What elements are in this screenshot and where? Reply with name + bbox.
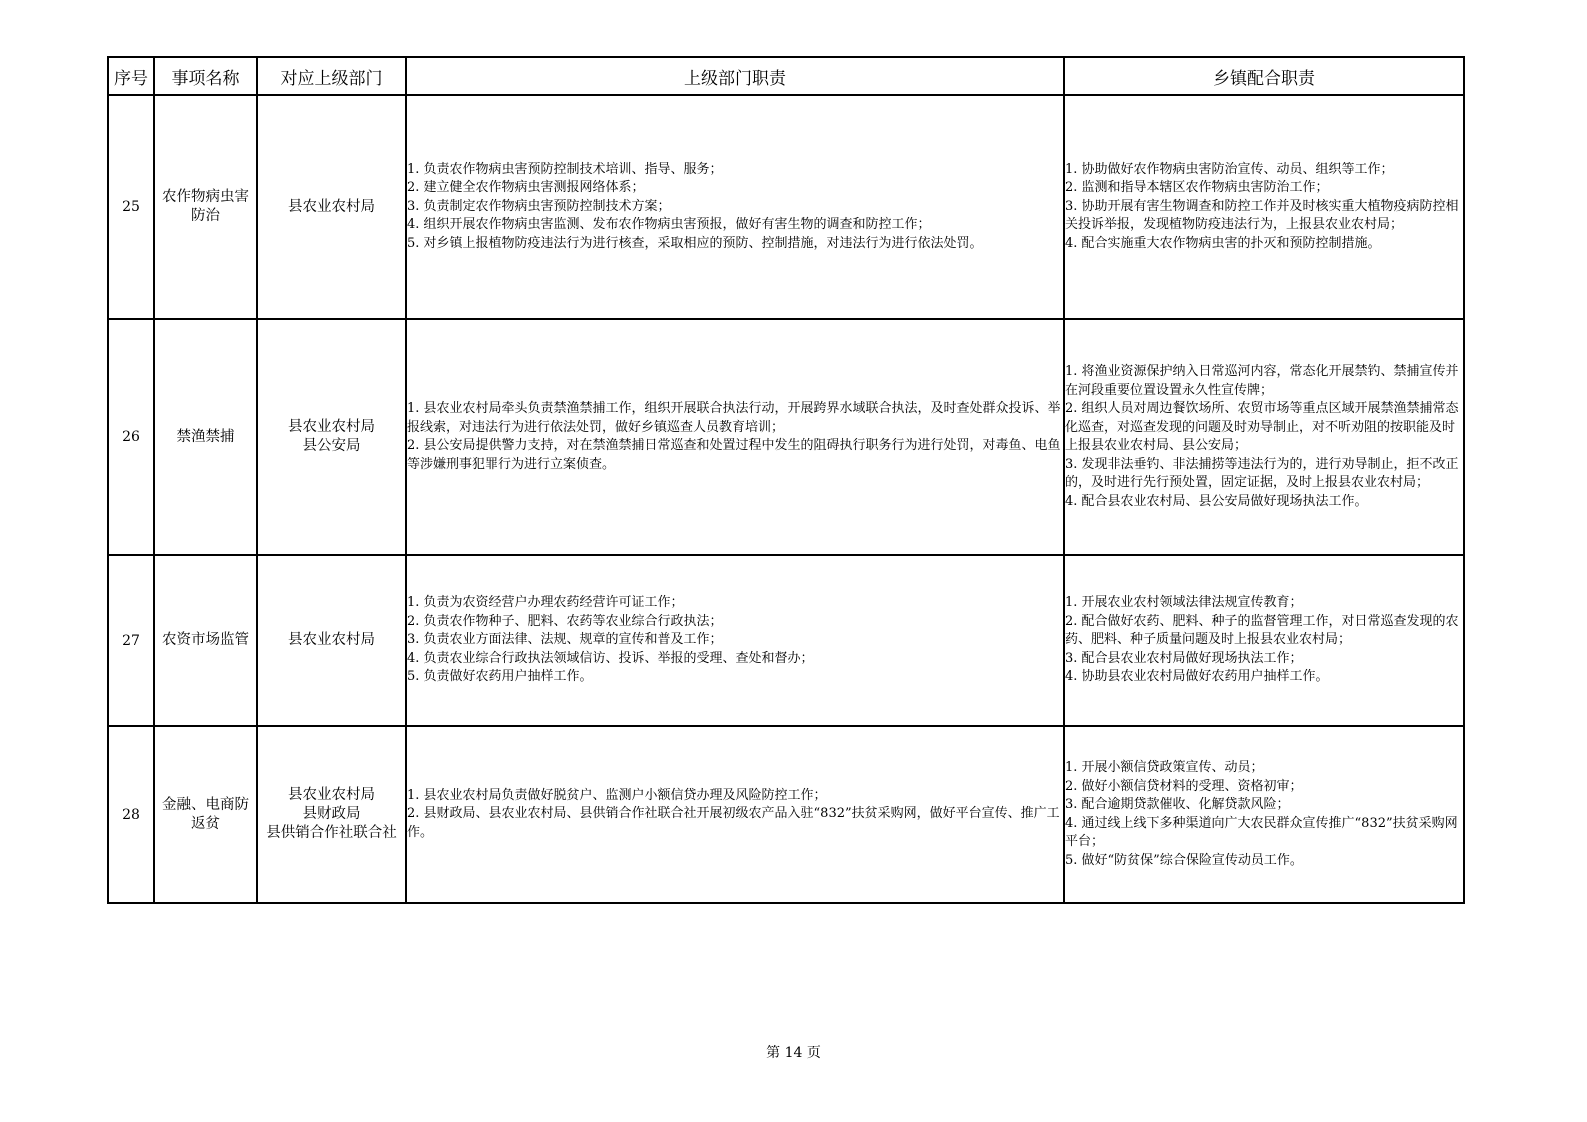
duty-table [107, 56, 1465, 904]
row-number: 26 [108, 319, 154, 555]
duty-line: 4. 负责农业综合行政执法领域信访、投诉、举报的受理、查处和督办； [407, 650, 814, 666]
item-name-line: 农作物病虫害 [162, 189, 249, 205]
dept-line: 县财政局 [302, 806, 361, 822]
duty-line: 1. 将渔业资源保护纳入日常巡河内容，常态化开展禁钓、禁捕宣传并在河段重要位置设置永久性宣传牌； [1065, 364, 1459, 398]
superior-dept [257, 555, 406, 726]
table-row [108, 555, 1464, 726]
duty-line: 2. 组织人员对周边餐饮场所、农贸市场等重点区域开展禁渔禁捕常态化巡查，对巡查发现的问题及时劝导制止，对不听劝阻的按职能及时上报县农业农村局、县公安局； [1065, 401, 1459, 453]
upper-duty-cell [406, 726, 1064, 903]
dept-line: 县供销合作社联合社 [266, 825, 397, 841]
item-name [154, 726, 257, 903]
duty-line: 3. 协助开展有害生物调查和防控工作并及时核实重大植物疫病防控相关投诉举报，发现植物防疫违法行为，上报县农业农村局； [1065, 198, 1459, 233]
town-duty-cell [1064, 319, 1464, 555]
upper-duty-cell [406, 319, 1064, 555]
table-row [108, 95, 1464, 319]
row-number: 27 [108, 555, 154, 726]
dept-line: 县农业农村局 [288, 198, 375, 215]
header-cell-dept: 对应上级部门 [257, 57, 406, 95]
duty-line: 2. 监测和指导本辖区农作物病虫害防治工作； [1065, 180, 1329, 196]
table-row [108, 319, 1464, 555]
duty-line: 1. 县农业农村局牵头负责禁渔禁捕工作，组织开展联合执法行动，开展跨界水域联合执法，及时查处群众投诉、举报线索，对违法行为进行依法处罚，做好乡镇巡查人员教育培训； [407, 401, 1061, 435]
duty-line: 4. 协助县农业农村局做好农药用户抽样工作。 [1065, 669, 1329, 685]
town-duty-cell [1064, 555, 1464, 726]
duty-line: 3. 负责制定农作物病虫害预防控制技术方案； [407, 198, 671, 214]
duty-line: 1. 县农业农村局负责做好脱贫户、监测户小额信贷办理及风险防控工作； [407, 787, 827, 803]
duty-line: 5. 做好“防贫保”综合保险宣传动员工作。 [1065, 852, 1303, 868]
upper-duty-cell [406, 95, 1064, 319]
duty-line: 2. 做好小额信贷材料的受理、资格初审； [1065, 778, 1303, 794]
table-row [108, 726, 1464, 903]
duty-line: 4. 组织开展农作物病虫害监测、发布农作物病虫害预报，做好有害生物的调查和防控工作； [407, 217, 931, 233]
duty-line: 5. 对乡镇上报植物防疫违法行为进行核查，采取相应的预防、控制措施，对违法行为进行依法处罚。 [407, 235, 983, 251]
header-cell-upper-duty: 上级部门职责 [406, 57, 1064, 95]
item-name [154, 555, 257, 726]
item-name [154, 95, 257, 319]
item-name-line: 返贫 [191, 815, 220, 832]
dept-line: 县公安局 [302, 438, 361, 454]
duty-line: 1. 开展小额信贷政策宣传、动员； [1065, 760, 1264, 775]
duty-line: 2. 配合做好农药、肥料、种子的监督管理工作，对日常巡查发现的农药、肥料、种子质量问题及时上报县农业农村局； [1065, 613, 1459, 648]
town-duty-cell [1064, 95, 1464, 319]
header-cell-town-duty: 乡镇配合职责 [1064, 57, 1464, 95]
header-cell-num: 序号 [108, 57, 154, 95]
duty-line: 1. 协助做好农作物病虫害防治宣传、动员、组织等工作； [1065, 161, 1394, 177]
duty-line: 3. 负责农业方面法律、法规、规章的宣传和普及工作； [407, 632, 723, 648]
upper-duty-cell [406, 555, 1064, 726]
duty-line: 4. 配合县农业农村局、县公安局做好现场执法工作。 [1065, 493, 1368, 509]
duty-line: 4. 配合实施重大农作物病虫害的扑灭和预防控制措施。 [1065, 235, 1381, 251]
duty-line: 2. 县财政局、县农业农村局、县供销合作社联合社开展初级农产品入驻“832”扶贫采购网，做好平台宣传、推广工作。 [407, 806, 1060, 840]
item-name [154, 319, 257, 555]
duty-line: 1. 负责农作物病虫害预防控制技术培训、指导、服务； [407, 161, 723, 177]
page-number: 第 14 页 [766, 1045, 821, 1061]
duty-line: 3. 配合逾期贷款催收、化解贷款风险； [1065, 797, 1290, 812]
dept-line: 县农业农村局 [288, 419, 375, 435]
item-name-line: 禁渔禁捕 [176, 428, 235, 445]
duty-line: 1. 负责为农资经营户办理农药经营许可证工作； [407, 595, 684, 611]
item-name-line: 农资市场监管 [162, 632, 249, 648]
duty-line: 3. 发现非法垂钓、非法捕捞等违法行为的，进行劝导制止，拒不改正的，及时进行先行预处置，固定证据，及时上报县农业农村局； [1065, 456, 1459, 490]
duty-line: 2. 负责农作物种子、肥料、农药等农业综合行政执法； [407, 613, 723, 629]
superior-dept [257, 95, 406, 319]
superior-dept [257, 319, 406, 555]
dept-line: 县农业农村局 [288, 787, 375, 803]
item-name-line: 防治 [191, 208, 220, 224]
superior-dept [257, 726, 406, 903]
duty-line: 2. 建立健全农作物病虫害测报网络体系； [407, 180, 645, 196]
header-cell-item: 事项名称 [154, 57, 257, 95]
duty-line: 5. 负责做好农药用户抽样工作。 [407, 669, 593, 685]
dept-line: 县农业农村局 [288, 632, 375, 648]
town-duty-cell [1064, 726, 1464, 903]
duty-line: 3. 配合县农业农村局做好现场执法工作； [1065, 650, 1303, 666]
duty-line: 2. 县公安局提供警力支持，对在禁渔禁捕日常巡查和处置过程中发生的阻碍执行职务行为进行处罚，对毒鱼、电鱼等涉嫌刑事犯罪行为进行立案侦查。 [407, 438, 1061, 472]
duty-line: 4. 通过线上线下多种渠道向广大农民群众宣传推广“832”扶贫采购网平台； [1065, 815, 1458, 849]
row-number: 25 [108, 95, 154, 319]
duty-line: 1. 开展农业农村领域法律法规宣传教育； [1065, 595, 1303, 611]
row-number: 28 [108, 726, 154, 903]
item-name-line: 金融、电商防 [162, 796, 249, 813]
header-row [108, 57, 1464, 95]
